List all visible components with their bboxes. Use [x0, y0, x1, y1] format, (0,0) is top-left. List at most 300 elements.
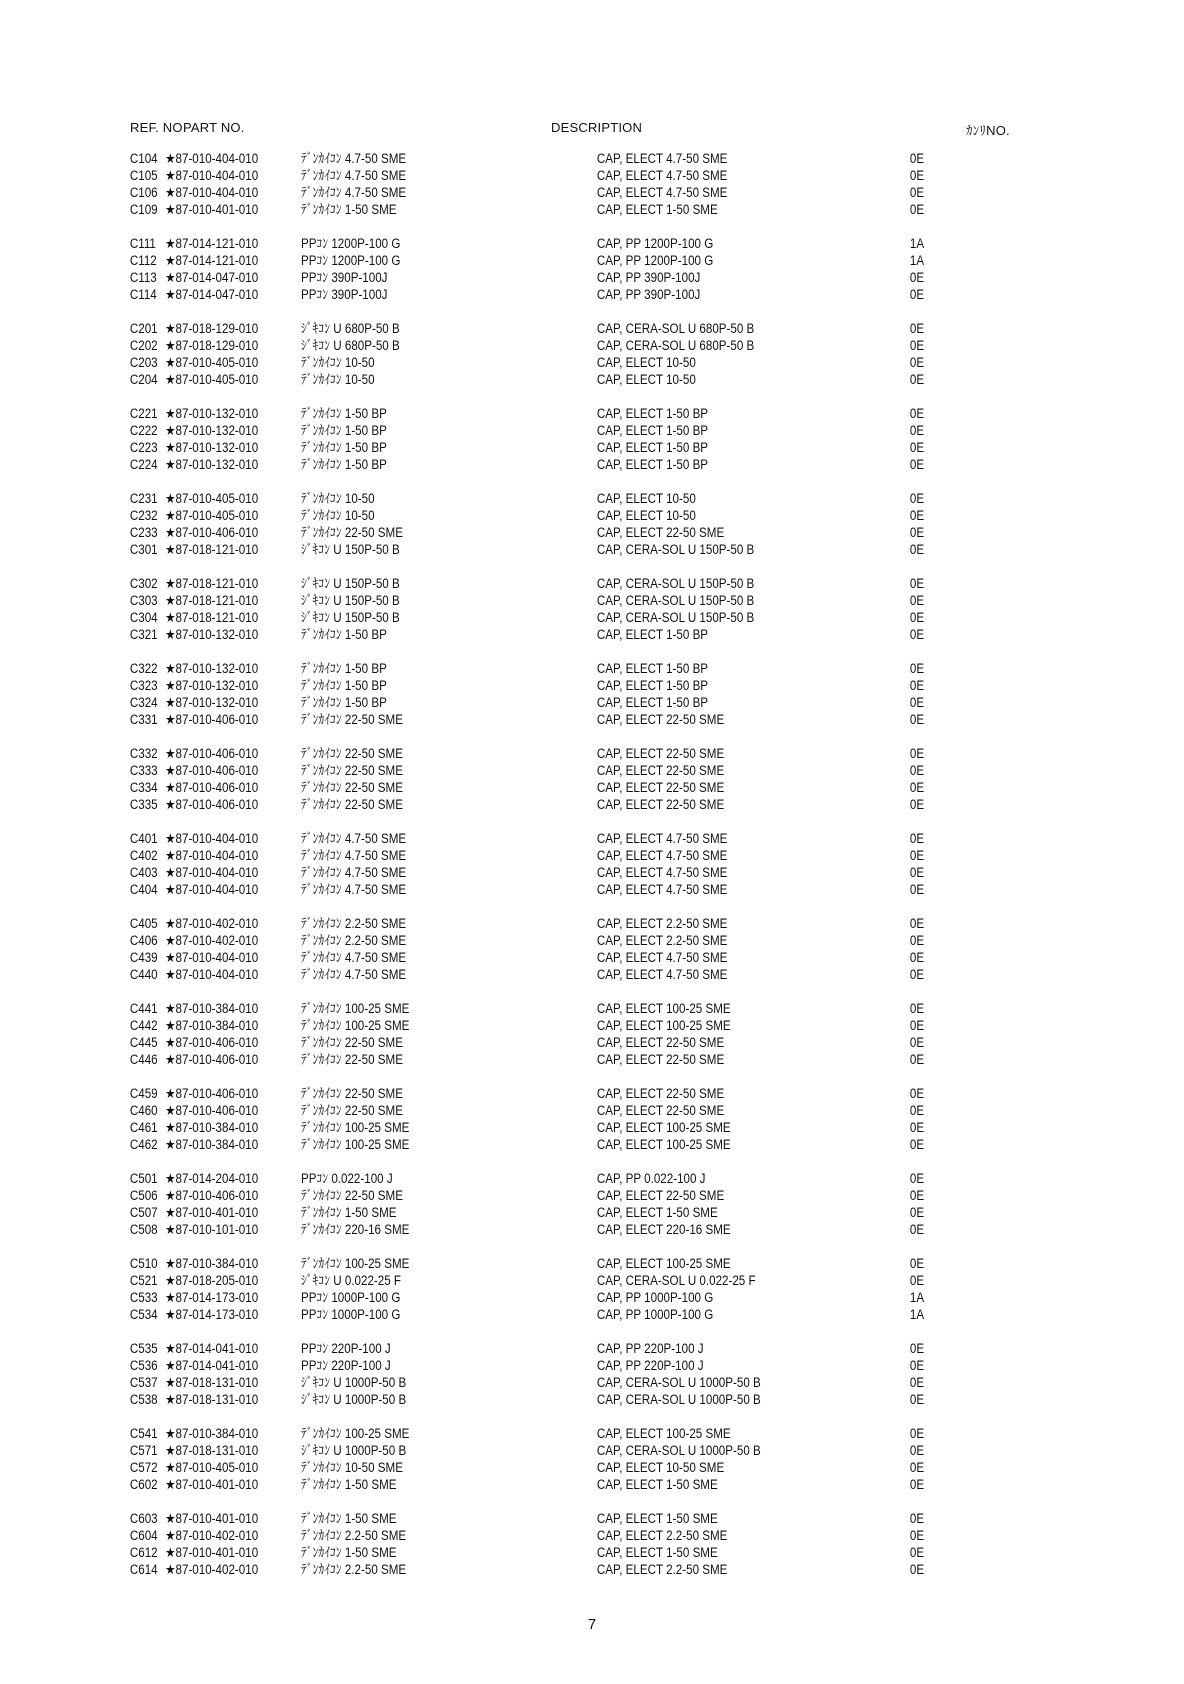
japanese-description-cell: ｼﾞｷｺﾝ U 150P-50 B: [301, 542, 400, 557]
kanri-no-cell: 0E: [909, 865, 925, 880]
kanri-no-cell: 0E: [909, 1052, 925, 1067]
japanese-description-cell: ﾃﾞﾝｶｲｺﾝ 4.7-50 SME: [301, 168, 407, 183]
table-row: [0, 1527, 1018, 1544]
description-cell: CAP, CERA-SOL U 1000P-50 B: [596, 1375, 761, 1390]
description-cell: CAP, ELECT 1-50 SME: [596, 1511, 718, 1526]
table-row: [0, 320, 1018, 337]
part-no-cell: ★87-010-405-010: [165, 1460, 259, 1475]
japanese-description-cell: ﾃﾞﾝｶｲｺﾝ 1-50 BP: [301, 678, 387, 693]
row-group: [0, 660, 1184, 728]
part-no-cell: ★87-010-384-010: [165, 1137, 259, 1152]
part-no-cell: ★87-010-406-010: [165, 1086, 259, 1101]
japanese-description-cell: ﾃﾞﾝｶｲｺﾝ 100-25 SME: [301, 1018, 410, 1033]
kanri-no-cell: 0E: [909, 882, 925, 897]
description-cell: CAP, PP 0.022-100 J: [596, 1171, 706, 1186]
part-no-cell: ★87-014-204-010: [165, 1171, 259, 1186]
table-row: [0, 915, 1018, 932]
kanri-no-cell: 0E: [909, 168, 925, 183]
table-row: [0, 1204, 1018, 1221]
ref-no-cell: C461: [129, 1120, 158, 1135]
description-cell: CAP, ELECT 4.7-50 SME: [596, 865, 728, 880]
ref-no-cell: C223: [129, 440, 158, 455]
japanese-description-cell: ﾃﾞﾝｶｲｺﾝ 2.2-50 SME: [301, 933, 407, 948]
description-cell: CAP, ELECT 1-50 BP: [596, 661, 709, 676]
part-no-cell: ★87-010-384-010: [165, 1256, 259, 1271]
table-row: [0, 694, 1018, 711]
description-cell: CAP, ELECT 4.7-50 SME: [596, 967, 728, 982]
part-no-cell: ★87-010-401-010: [165, 1545, 259, 1560]
kanri-no-cell: 0E: [909, 1443, 925, 1458]
description-cell: CAP, ELECT 22-50 SME: [596, 780, 725, 795]
ref-no-cell: C222: [129, 423, 158, 438]
description-cell: CAP, ELECT 1-50 SME: [596, 1205, 718, 1220]
part-no-cell: ★87-018-121-010: [165, 610, 259, 625]
description-cell: CAP, ELECT 22-50 SME: [596, 525, 725, 540]
part-no-cell: ★87-014-047-010: [165, 270, 259, 285]
part-no-cell: ★87-010-405-010: [165, 508, 259, 523]
japanese-description-cell: ﾃﾞﾝｶｲｺﾝ 10-50: [301, 508, 375, 523]
row-group: [0, 1510, 1184, 1578]
kanri-no-cell: 1A: [909, 253, 925, 268]
japanese-description-cell: ﾃﾞﾝｶｲｺﾝ 1-50 BP: [301, 627, 387, 642]
part-no-cell: ★87-010-402-010: [165, 916, 259, 931]
description-cell: CAP, ELECT 22-50 SME: [596, 1035, 725, 1050]
japanese-description-cell: ﾃﾞﾝｶｲｺﾝ 2.2-50 SME: [301, 1562, 407, 1577]
kanri-no-cell: 0E: [909, 797, 925, 812]
ref-no-cell: C324: [129, 695, 158, 710]
description-cell: CAP, ELECT 4.7-50 SME: [596, 882, 728, 897]
description-cell: CAP, ELECT 100-25 SME: [596, 1256, 731, 1271]
kanri-no-cell: 0E: [909, 1086, 925, 1101]
part-no-cell: ★87-010-401-010: [165, 1477, 259, 1492]
kanri-no-cell: 0E: [909, 1460, 925, 1475]
kanri-no-cell: 0E: [909, 1018, 925, 1033]
japanese-description-cell: ｼﾞｷｺﾝ U 150P-50 B: [301, 576, 400, 591]
description-cell: CAP, ELECT 4.7-50 SME: [596, 185, 728, 200]
part-no-cell: ★87-010-406-010: [165, 525, 259, 540]
kanri-no-cell: 1A: [909, 1307, 925, 1322]
part-no-cell: ★87-010-406-010: [165, 1052, 259, 1067]
japanese-description-cell: ｼﾞｷｺﾝ U 1000P-50 B: [301, 1375, 407, 1390]
kanri-no-cell: 0E: [909, 1545, 925, 1560]
table-row: [0, 677, 1018, 694]
japanese-description-cell: ﾃﾞﾝｶｲｺﾝ 10-50: [301, 355, 375, 370]
japanese-description-cell: ﾃﾞﾝｶｲｺﾝ 4.7-50 SME: [301, 185, 407, 200]
description-cell: CAP, ELECT 4.7-50 SME: [596, 168, 728, 183]
ref-no-cell: C446: [129, 1052, 158, 1067]
table-row: [0, 1340, 1018, 1357]
kanri-no-cell: 0E: [909, 712, 925, 727]
part-no-cell: ★87-014-121-010: [165, 253, 259, 268]
description-cell: CAP, ELECT 4.7-50 SME: [596, 151, 728, 166]
part-no-cell: ★87-010-406-010: [165, 1103, 259, 1118]
description-cell: CAP, ELECT 22-50 SME: [596, 1103, 725, 1118]
japanese-description-cell: ﾃﾞﾝｶｲｺﾝ 100-25 SME: [301, 1120, 410, 1135]
ref-no-cell: C401: [129, 831, 158, 846]
japanese-description-cell: ﾃﾞﾝｶｲｺﾝ 1-50 SME: [301, 1205, 397, 1220]
table-row: [0, 235, 1018, 252]
part-no-cell: ★87-010-402-010: [165, 933, 259, 948]
description-cell: CAP, ELECT 10-50: [596, 355, 696, 370]
ref-no-cell: C612: [129, 1545, 158, 1560]
ref-no-cell: C113: [129, 270, 157, 285]
description-cell: CAP, ELECT 4.7-50 SME: [596, 831, 728, 846]
kanri-no-cell: 0E: [909, 1358, 925, 1373]
japanese-description-cell: ｼﾞｷｺﾝ U 150P-50 B: [301, 593, 400, 608]
part-no-cell: ★87-014-173-010: [165, 1307, 259, 1322]
description-cell: CAP, ELECT 1-50 SME: [596, 1477, 718, 1492]
description-cell: CAP, ELECT 100-25 SME: [596, 1120, 731, 1135]
table-row: [0, 1017, 1018, 1034]
kanri-no-cell: 0E: [909, 1341, 925, 1356]
part-no-cell: ★87-010-132-010: [165, 627, 259, 642]
table-row: [0, 337, 1018, 354]
ref-no-cell: C404: [129, 882, 158, 897]
kanri-no-cell: 0E: [909, 1256, 925, 1271]
part-no-cell: ★87-010-406-010: [165, 797, 259, 812]
table-row: [0, 966, 1018, 983]
table-row: [0, 371, 1018, 388]
kanri-no-cell: 0E: [909, 1477, 925, 1492]
table-row: [0, 1034, 1018, 1051]
kanri-no-cell: 0E: [909, 202, 925, 217]
description-cell: CAP, ELECT 1-50 SME: [596, 202, 718, 217]
ref-no-cell: C501: [129, 1171, 158, 1186]
ref-no-cell: C402: [129, 848, 158, 863]
table-row: [0, 830, 1018, 847]
part-no-cell: ★87-010-406-010: [165, 1035, 259, 1050]
ref-no-cell: C536: [129, 1358, 158, 1373]
kanri-no-cell: 0E: [909, 440, 925, 455]
ref-no-cell: C508: [129, 1222, 158, 1237]
ref-no-cell: C322: [129, 661, 158, 676]
ref-no-cell: C445: [129, 1035, 158, 1050]
kanri-no-cell: 0E: [909, 1222, 925, 1237]
japanese-description-cell: ﾃﾞﾝｶｲｺﾝ 22-50 SME: [301, 780, 403, 795]
part-no-cell: ★87-018-131-010: [165, 1375, 259, 1390]
table-row: [0, 1136, 1018, 1153]
ref-no-cell: C535: [129, 1341, 158, 1356]
header-kanri-no: ｶﾝﾘNO.: [966, 123, 1010, 138]
table-row: [0, 1374, 1018, 1391]
part-no-cell: ★87-018-129-010: [165, 338, 259, 353]
ref-no-cell: C510: [129, 1256, 158, 1271]
description-cell: CAP, ELECT 1-50 BP: [596, 406, 709, 421]
kanri-no-cell: 0E: [909, 831, 925, 846]
kanri-no-cell: 0E: [909, 1103, 925, 1118]
ref-no-cell: C231: [129, 491, 158, 506]
japanese-description-cell: ﾃﾞﾝｶｲｺﾝ 220-16 SME: [301, 1222, 410, 1237]
japanese-description-cell: PPｺﾝ 1200P-100 G: [301, 236, 401, 251]
row-group: [0, 1255, 1184, 1323]
kanri-no-cell: 0E: [909, 678, 925, 693]
description-cell: CAP, ELECT 2.2-50 SME: [596, 916, 728, 931]
description-cell: CAP, PP 220P-100 J: [596, 1358, 704, 1373]
kanri-no-cell: 0E: [909, 1120, 925, 1135]
table-row: [0, 1221, 1018, 1238]
ref-no-cell: C109: [129, 202, 158, 217]
ref-no-cell: C112: [129, 253, 157, 268]
japanese-description-cell: ﾃﾞﾝｶｲｺﾝ 2.2-50 SME: [301, 916, 407, 931]
part-no-cell: ★87-010-132-010: [165, 406, 259, 421]
kanri-no-cell: 0E: [909, 1137, 925, 1152]
description-cell: CAP, ELECT 22-50 SME: [596, 712, 725, 727]
part-no-cell: ★87-010-405-010: [165, 355, 259, 370]
description-cell: CAP, ELECT 1-50 BP: [596, 627, 709, 642]
part-no-cell: ★87-018-205-010: [165, 1273, 259, 1288]
japanese-description-cell: ﾃﾞﾝｶｲｺﾝ 1-50 BP: [301, 457, 387, 472]
japanese-description-cell: ﾃﾞﾝｶｲｺﾝ 22-50 SME: [301, 797, 403, 812]
description-cell: CAP, PP 1200P-100 G: [596, 253, 714, 268]
japanese-description-cell: ﾃﾞﾝｶｲｺﾝ 4.7-50 SME: [301, 882, 407, 897]
ref-no-cell: C201: [129, 321, 158, 336]
ref-no-cell: C331: [129, 712, 158, 727]
part-no-cell: ★87-010-406-010: [165, 763, 259, 778]
japanese-description-cell: ﾃﾞﾝｶｲｺﾝ 4.7-50 SME: [301, 865, 407, 880]
description-cell: CAP, ELECT 1-50 BP: [596, 440, 709, 455]
ref-no-cell: C202: [129, 338, 158, 353]
table-row: [0, 711, 1018, 728]
part-no-cell: ★87-010-404-010: [165, 831, 259, 846]
kanri-no-cell: 1A: [909, 1290, 925, 1305]
table-row: [0, 745, 1018, 762]
row-group: [0, 1340, 1184, 1408]
table-row: [0, 1119, 1018, 1136]
ref-no-cell: C334: [129, 780, 158, 795]
part-no-cell: ★87-010-406-010: [165, 1188, 259, 1203]
table-row: [0, 1442, 1018, 1459]
description-cell: CAP, ELECT 10-50 SME: [596, 1460, 725, 1475]
japanese-description-cell: ﾃﾞﾝｶｲｺﾝ 22-50 SME: [301, 1103, 403, 1118]
part-no-cell: ★87-010-132-010: [165, 695, 259, 710]
table-row: [0, 660, 1018, 677]
table-row: [0, 1051, 1018, 1068]
description-cell: CAP, ELECT 10-50: [596, 372, 696, 387]
japanese-description-cell: ﾃﾞﾝｶｲｺﾝ 4.7-50 SME: [301, 831, 407, 846]
part-no-cell: ★87-010-406-010: [165, 746, 259, 761]
header-part-no: PART NO.: [183, 120, 245, 135]
ref-no-cell: C403: [129, 865, 158, 880]
table-row: [0, 354, 1018, 371]
japanese-description-cell: PPｺﾝ 390P-100J: [301, 287, 388, 302]
ref-no-cell: C321: [129, 627, 158, 642]
ref-no-cell: C602: [129, 1477, 158, 1492]
description-cell: CAP, CERA-SOL U 1000P-50 B: [596, 1392, 761, 1407]
description-cell: CAP, ELECT 1-50 BP: [596, 457, 709, 472]
description-cell: CAP, CERA-SOL U 680P-50 B: [596, 321, 755, 336]
description-cell: CAP, ELECT 100-25 SME: [596, 1018, 731, 1033]
part-no-cell: ★87-018-131-010: [165, 1392, 259, 1407]
kanri-no-cell: 0E: [909, 950, 925, 965]
part-no-cell: ★87-010-384-010: [165, 1120, 259, 1135]
ref-no-cell: C232: [129, 508, 158, 523]
part-no-cell: ★87-014-041-010: [165, 1358, 259, 1373]
kanri-no-cell: 1A: [909, 236, 925, 251]
part-no-cell: ★87-018-121-010: [165, 576, 259, 591]
table-row: [0, 864, 1018, 881]
ref-no-cell: C507: [129, 1205, 158, 1220]
kanri-no-cell: 0E: [909, 576, 925, 591]
kanri-no-cell: 0E: [909, 1426, 925, 1441]
japanese-description-cell: ﾃﾞﾝｶｲｺﾝ 100-25 SME: [301, 1426, 410, 1441]
table-row: [0, 167, 1018, 184]
japanese-description-cell: ﾃﾞﾝｶｲｺﾝ 22-50 SME: [301, 1035, 403, 1050]
kanri-no-cell: 0E: [909, 763, 925, 778]
japanese-description-cell: ﾃﾞﾝｶｲｺﾝ 22-50 SME: [301, 712, 403, 727]
japanese-description-cell: ﾃﾞﾝｶｲｺﾝ 10-50 SME: [301, 1460, 403, 1475]
table-row: [0, 1391, 1018, 1408]
header-description: DESCRIPTION: [551, 120, 643, 135]
table-row: [0, 1476, 1018, 1493]
row-group: [0, 1000, 1184, 1068]
part-no-cell: ★87-010-101-010: [165, 1222, 259, 1237]
description-cell: CAP, ELECT 100-25 SME: [596, 1137, 731, 1152]
japanese-description-cell: ｼﾞｷｺﾝ U 150P-50 B: [301, 610, 400, 625]
part-no-cell: ★87-010-406-010: [165, 780, 259, 795]
table-row: [0, 1255, 1018, 1272]
part-no-cell: ★87-010-404-010: [165, 967, 259, 982]
row-group: [0, 150, 1184, 218]
ref-no-cell: C333: [129, 763, 158, 778]
ref-no-cell: C604: [129, 1528, 158, 1543]
part-no-cell: ★87-014-173-010: [165, 1290, 259, 1305]
table-row: [0, 456, 1018, 473]
description-cell: CAP, ELECT 22-50 SME: [596, 763, 725, 778]
part-no-cell: ★87-010-404-010: [165, 882, 259, 897]
description-cell: CAP, ELECT 22-50 SME: [596, 1188, 725, 1203]
part-no-cell: ★87-010-401-010: [165, 1205, 259, 1220]
japanese-description-cell: PPｺﾝ 1200P-100 G: [301, 253, 401, 268]
japanese-description-cell: ｼﾞｷｺﾝ U 680P-50 B: [301, 338, 400, 353]
table-row: [0, 439, 1018, 456]
japanese-description-cell: ﾃﾞﾝｶｲｺﾝ 4.7-50 SME: [301, 950, 407, 965]
part-no-cell: ★87-010-132-010: [165, 678, 259, 693]
kanri-no-cell: 0E: [909, 525, 925, 540]
kanri-no-cell: 0E: [909, 491, 925, 506]
table-row: [0, 490, 1018, 507]
description-cell: CAP, CERA-SOL U 0.022-25 F: [596, 1273, 756, 1288]
part-no-cell: ★87-010-402-010: [165, 1528, 259, 1543]
row-group: [0, 320, 1184, 388]
parts-table: [0, 150, 1184, 1578]
description-cell: CAP, ELECT 22-50 SME: [596, 1086, 725, 1101]
row-group: [0, 235, 1184, 303]
ref-no-cell: C203: [129, 355, 158, 370]
ref-no-cell: C224: [129, 457, 158, 472]
description-cell: CAP, ELECT 1-50 SME: [596, 1545, 718, 1560]
page-number: 7: [587, 1616, 597, 1633]
ref-no-cell: C111: [129, 236, 156, 251]
description-cell: CAP, PP 390P-100J: [596, 270, 701, 285]
japanese-description-cell: ｼﾞｷｺﾝ U 1000P-50 B: [301, 1392, 407, 1407]
japanese-description-cell: ﾃﾞﾝｶｲｺﾝ 22-50 SME: [301, 525, 403, 540]
kanri-no-cell: 0E: [909, 916, 925, 931]
table-row: [0, 626, 1018, 643]
ref-no-cell: C534: [129, 1307, 158, 1322]
japanese-description-cell: ﾃﾞﾝｶｲｺﾝ 100-25 SME: [301, 1001, 410, 1016]
ref-no-cell: C603: [129, 1511, 158, 1526]
kanri-no-cell: 0E: [909, 1375, 925, 1390]
kanri-no-cell: 0E: [909, 542, 925, 557]
japanese-description-cell: ﾃﾞﾝｶｲｺﾝ 1-50 SME: [301, 1545, 397, 1560]
kanri-no-cell: 0E: [909, 1273, 925, 1288]
table-row: [0, 762, 1018, 779]
part-no-cell: ★87-010-401-010: [165, 202, 259, 217]
table-row: [0, 286, 1018, 303]
kanri-no-cell: 0E: [909, 423, 925, 438]
kanri-no-cell: 0E: [909, 933, 925, 948]
ref-no-cell: C459: [129, 1086, 158, 1101]
part-no-cell: ★87-010-404-010: [165, 950, 259, 965]
description-cell: CAP, PP 220P-100 J: [596, 1341, 704, 1356]
table-row: [0, 1561, 1018, 1578]
description-cell: CAP, ELECT 100-25 SME: [596, 1001, 731, 1016]
kanri-no-cell: 0E: [909, 1001, 925, 1016]
kanri-no-cell: 0E: [909, 151, 925, 166]
part-no-cell: ★87-010-404-010: [165, 151, 259, 166]
part-no-cell: ★87-010-132-010: [165, 423, 259, 438]
ref-no-cell: C571: [129, 1443, 158, 1458]
kanri-no-cell: 0E: [909, 270, 925, 285]
column-header: [0, 120, 1184, 136]
ref-no-cell: C304: [129, 610, 158, 625]
kanri-no-cell: 0E: [909, 1511, 925, 1526]
row-group: [0, 1170, 1184, 1238]
row-group: [0, 405, 1184, 473]
table-row: [0, 609, 1018, 626]
description-cell: CAP, PP 1000P-100 G: [596, 1307, 714, 1322]
description-cell: CAP, ELECT 2.2-50 SME: [596, 1528, 728, 1543]
ref-no-cell: C221: [129, 406, 158, 421]
japanese-description-cell: ﾃﾞﾝｶｲｺﾝ 1-50 BP: [301, 661, 387, 676]
kanri-no-cell: 0E: [909, 627, 925, 642]
japanese-description-cell: ﾃﾞﾝｶｲｺﾝ 2.2-50 SME: [301, 1528, 407, 1543]
part-no-cell: ★87-010-405-010: [165, 372, 259, 387]
japanese-description-cell: ﾃﾞﾝｶｲｺﾝ 22-50 SME: [301, 1052, 403, 1067]
kanri-no-cell: 0E: [909, 1035, 925, 1050]
ref-no-cell: C323: [129, 678, 158, 693]
ref-no-cell: C301: [129, 542, 158, 557]
description-cell: CAP, PP 1200P-100 G: [596, 236, 714, 251]
ref-no-cell: C332: [129, 746, 158, 761]
japanese-description-cell: PPｺﾝ 1000P-100 G: [301, 1307, 401, 1322]
table-row: [0, 1544, 1018, 1561]
table-row: [0, 1459, 1018, 1476]
table-row: [0, 1000, 1018, 1017]
description-cell: CAP, CERA-SOL U 150P-50 B: [596, 610, 755, 625]
table-row: [0, 422, 1018, 439]
japanese-description-cell: ｼﾞｷｺﾝ U 0.022-25 F: [301, 1273, 402, 1288]
japanese-description-cell: ﾃﾞﾝｶｲｺﾝ 1-50 SME: [301, 1477, 397, 1492]
part-no-cell: ★87-010-132-010: [165, 661, 259, 676]
part-no-cell: ★87-010-384-010: [165, 1426, 259, 1441]
kanri-no-cell: 0E: [909, 1188, 925, 1203]
part-no-cell: ★87-018-121-010: [165, 593, 259, 608]
kanri-no-cell: 0E: [909, 1392, 925, 1407]
ref-no-cell: C460: [129, 1103, 158, 1118]
japanese-description-cell: ﾃﾞﾝｶｲｺﾝ 1-50 SME: [301, 1511, 397, 1526]
description-cell: CAP, ELECT 10-50: [596, 508, 696, 523]
table-row: [0, 1187, 1018, 1204]
description-cell: CAP, ELECT 1-50 BP: [596, 678, 709, 693]
kanri-no-cell: 0E: [909, 1562, 925, 1577]
description-cell: CAP, CERA-SOL U 150P-50 B: [596, 576, 755, 591]
description-cell: CAP, ELECT 22-50 SME: [596, 746, 725, 761]
japanese-description-cell: ﾃﾞﾝｶｲｺﾝ 22-50 SME: [301, 1086, 403, 1101]
part-no-cell: ★87-010-405-010: [165, 491, 259, 506]
table-row: [0, 1289, 1018, 1306]
japanese-description-cell: ﾃﾞﾝｶｲｺﾝ 1-50 SME: [301, 202, 397, 217]
